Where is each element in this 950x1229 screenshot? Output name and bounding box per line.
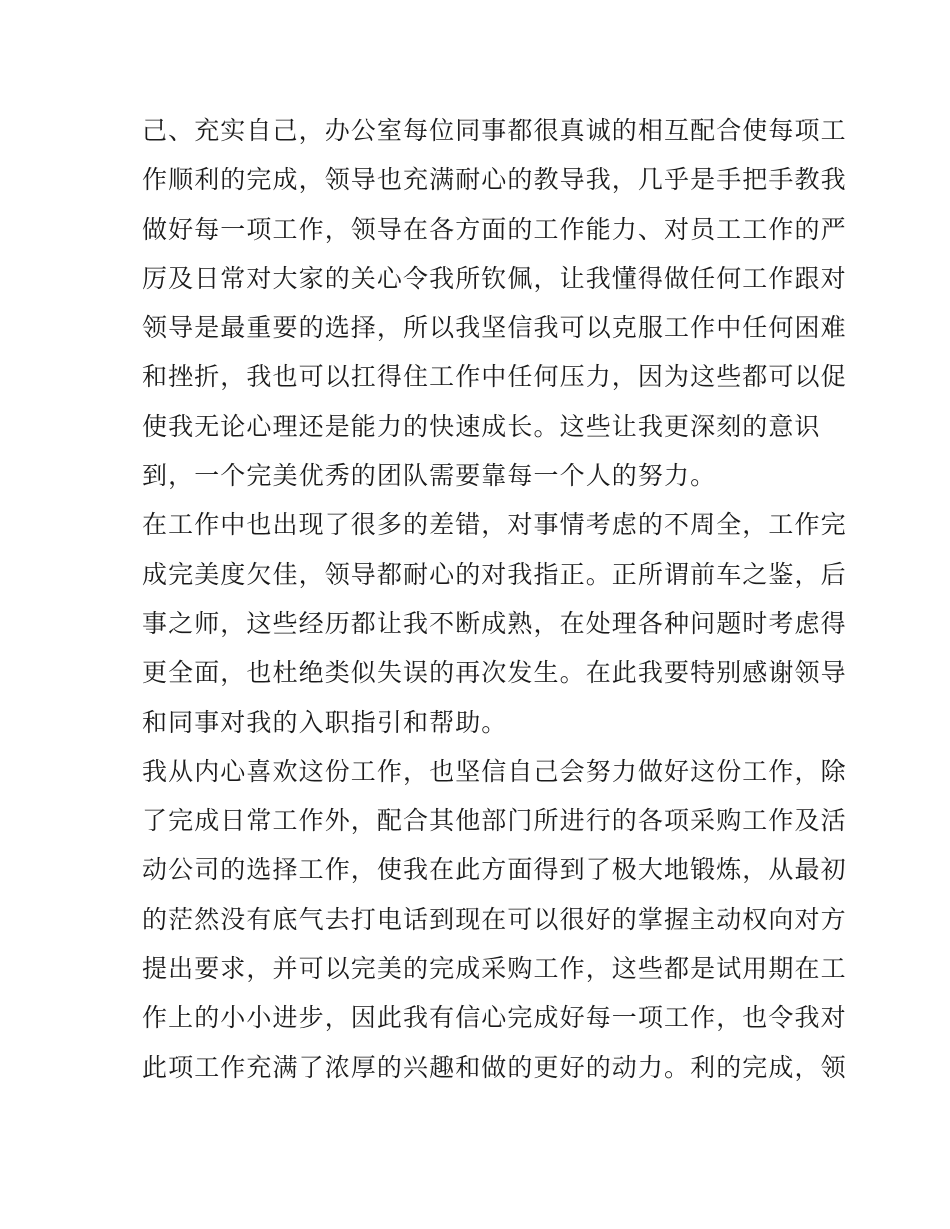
text-line: 事之师，这些经历都让我不断成熟，在处理各种问题时考虑得 [142,608,847,638]
text-line: 成完美度欠佳，领导都耐心的对我指正。正所谓前车之鉴，后 [142,559,847,589]
text-line: 的茫然没有底气去打电话到现在可以很好的掌握主动权向对方 [142,904,847,934]
text-line: 和同事对我的入职指引和帮助。 [142,707,508,737]
text-line: 更全面，也杜绝类似失误的再次发生。在此我要特别感谢领导 [142,658,847,688]
text-line: 此项工作充满了浓厚的兴趣和做的更好的动力。利的完成，领 [142,1052,847,1082]
text-line: 和挫折，我也可以扛得住工作中任何压力，因为这些都可以促 [142,362,847,392]
text-line: 使我无论心理还是能力的快速成长。这些让我更深刻的意识 [142,411,821,441]
text-line: 作上的小小进步，因此我有信心完成好每一项工作，也令我对 [142,1003,847,1033]
text-line: 了完成日常工作外，配合其他部门所进行的各项采购工作及活 [142,806,847,836]
text-line: 做好每一项工作，领导在各方面的工作能力、对员工工作的严 [142,214,847,244]
text-line: 领导是最重要的选择，所以我坚信我可以克服工作中任何困难 [142,313,847,343]
text-line: 提出要求，并可以完美的完成采购工作，这些都是试用期在工 [142,954,847,984]
text-line: 动公司的选择工作，使我在此方面得到了极大地锻炼，从最初 [142,855,847,885]
text-line: 到，一个完美优秀的团队需要靠每一个人的努力。 [142,461,717,491]
text-line: 己、充实自己，办公室每位同事都很真诚的相互配合使每项工 [142,116,847,145]
text-line: 厉及日常对大家的关心令我所钦佩，让我懂得做任何工作跟对 [142,263,847,293]
text-line: 在工作中也出现了很多的差错，对事情考虑的不周全，工作完 [142,510,847,540]
text-line: 我从内心喜欢这份工作，也坚信自己会努力做好这份工作，除 [142,756,847,786]
text-line: 作顺利的完成，领导也充满耐心的教导我，几乎是手把手教我 [142,165,847,195]
body-text [142,106,847,1092]
